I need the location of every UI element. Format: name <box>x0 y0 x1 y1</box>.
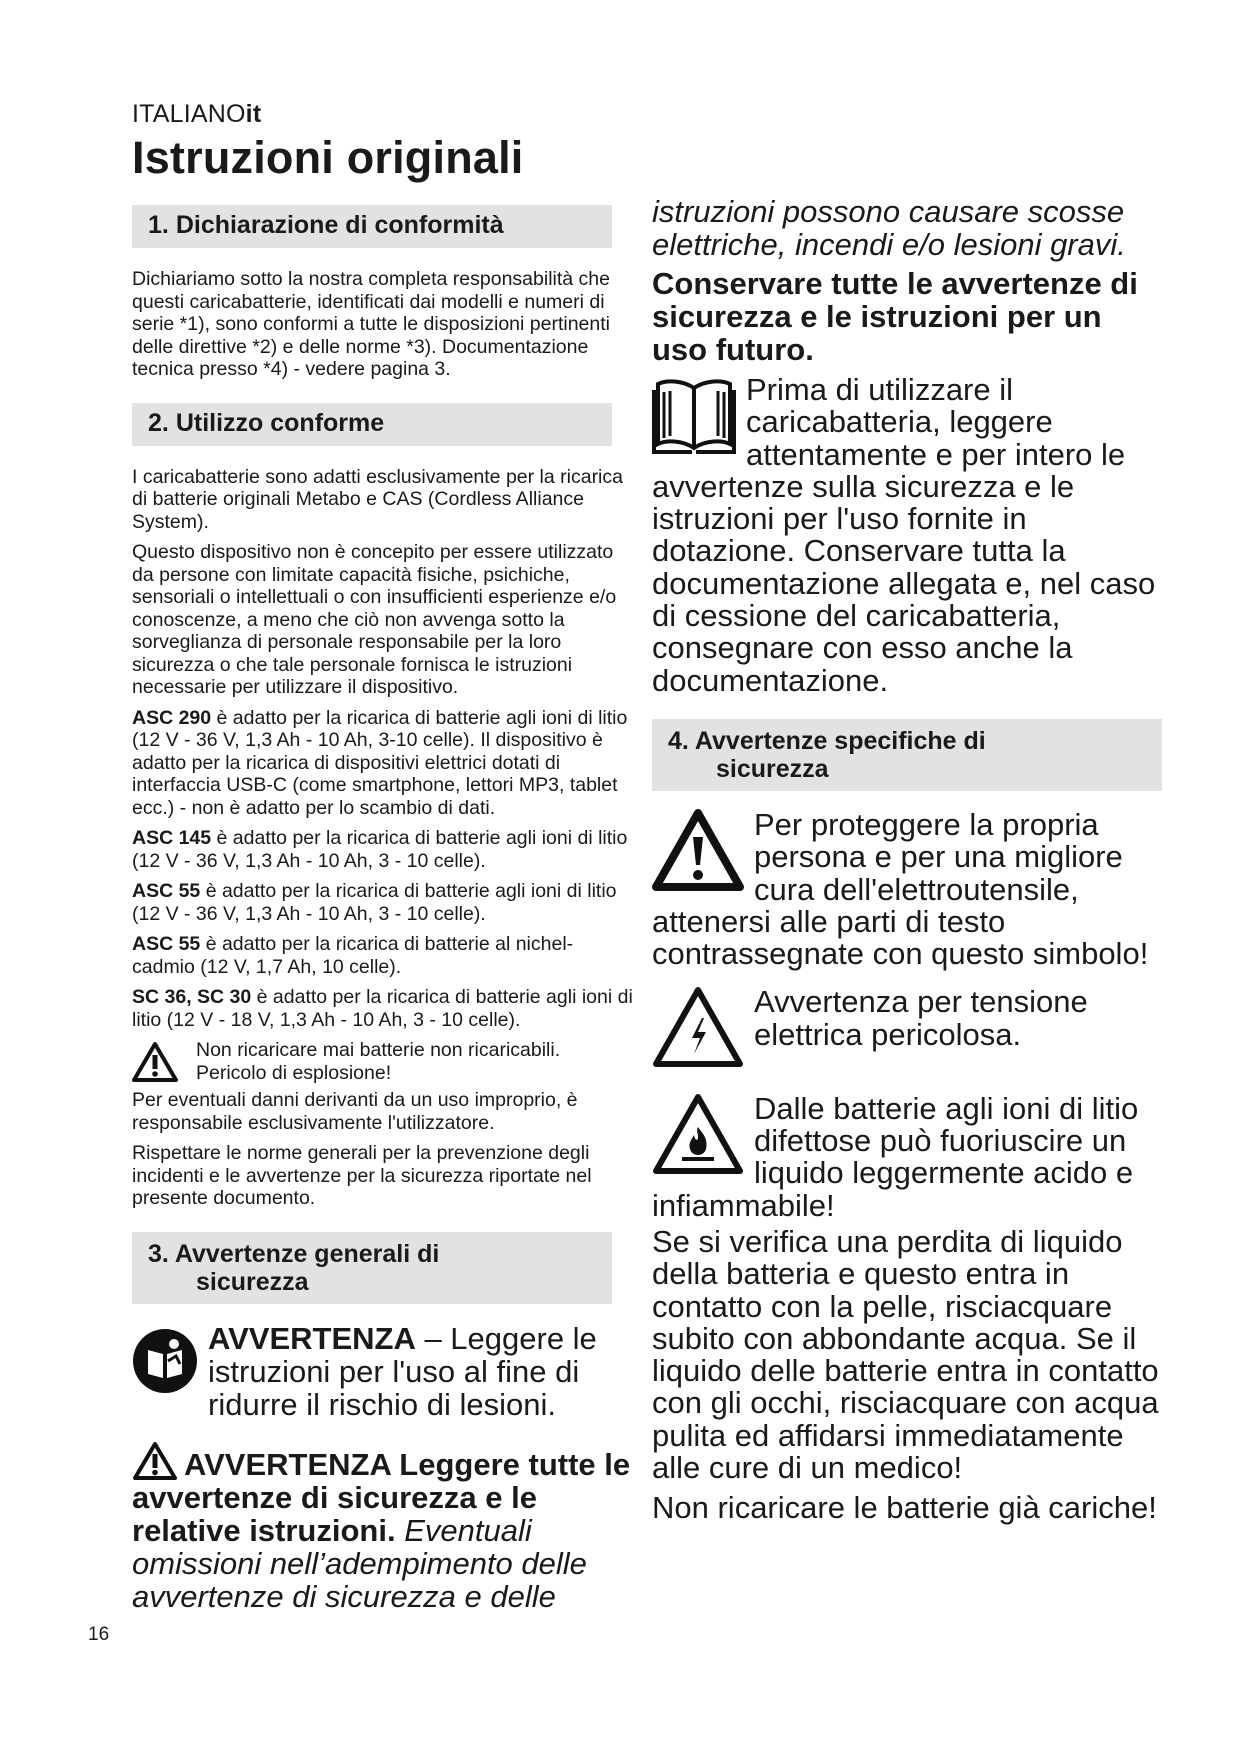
warning-triangle-icon <box>132 1042 180 1087</box>
non-rechargeable-warning <box>132 1039 634 1087</box>
electric-hazard-icon <box>652 986 744 1076</box>
section-4-title-continued: sicurezza <box>716 754 829 783</box>
read-all-warnings-italic: Eventuali omissioni nell’adempimento delle avvertenze di sicurezza e delle <box>132 1512 587 1614</box>
section-1-body: Dichiariamo sotto la nostra completa responsabilità che questi caricabatterie, identificati dai modelli e numeri di serie *1), sono conformi a tutte le disposizioni pertinenti delle direttive *2) e delle norme *3). Documentazione tecnica presso *4) - vedere pagina 3. <box>132 268 610 380</box>
section-1-number: 1. <box>148 211 169 239</box>
fire-warning-text: Dalle batterie agli ioni di litio difettose può fuoriuscire un liquido leggermente acido e infiammabile! <box>652 1090 1139 1223</box>
warning-triangle-icon <box>132 1441 180 1481</box>
section-1-heading <box>132 205 612 248</box>
section-2-paragraph-1: I caricabatterie sono adatti esclusivamente per la ricarica di batterie originali Metabo e CAS (Cordless Alliance System). <box>132 465 623 533</box>
general-warning-block <box>652 806 1162 972</box>
section-2-title: Utilizzo conforme <box>175 408 385 437</box>
leak-instructions: Se si verifica una perdita di liquido della batteria e questo entra in contatto con la pelle, risciacquare subito con abbondante acqua. Se il liquido delle batterie entra in contatto con gli occhi, risciacquare con acqua pulita ed affidarsi immediatamente alle cure di un medico! <box>652 1223 1159 1486</box>
section-4-heading <box>652 719 1162 791</box>
language-name: ITALIANO <box>132 100 246 128</box>
model-sc36-sc30 <box>132 986 634 1031</box>
model-description: è adatto per la ricarica di batterie agli ioni di litio (12 V - 36 V, 1,3 Ah - 10 Ah, 3 - 10 celle). <box>132 827 628 872</box>
model-name: ASC 55 <box>132 880 201 902</box>
fire-warning-block <box>652 1090 1162 1223</box>
model-description: è adatto per la ricarica di batterie agli ioni di litio (12 V - 36 V, 1,3 Ah - 10 Ah, 3 - 10 celle). <box>132 880 617 925</box>
warning-text: – Leggere le istruzioni per l'uso al fine di ridurre il rischio di lesioni. <box>208 1320 597 1422</box>
read-manual-warning-text <box>202 1322 634 1421</box>
section-3-number: 3. <box>148 1239 169 1268</box>
model-name: SC 36, SC 30 <box>132 986 252 1008</box>
page-title: Istruzioni originali <box>132 132 524 183</box>
electric-warning-text: Avvertenza per tensione elettrica pericolosa. <box>754 986 1088 1052</box>
language-label <box>132 100 261 129</box>
section-3-title: Avvertenze generali di <box>174 1239 440 1268</box>
general-warning-text: Per proteggere la propria persona e per una migliore cura dell'elettroutensile, attenersi alle parti di testo contrassegnate con questo simbolo! <box>652 806 1149 972</box>
section-4-number: 4. <box>668 726 689 755</box>
section-2-number: 2. <box>148 408 169 437</box>
page-number: 16 <box>88 1624 110 1645</box>
section-3-title-continued: sicurezza <box>196 1267 309 1296</box>
read-all-warnings-bold: AVVERTENZA Leggere tutte le avvertenze di sicurezza e le relative istruzioni. <box>132 1446 631 1548</box>
read-all-warnings <box>132 1441 634 1613</box>
warning-keyword: AVVERTENZA <box>208 1320 416 1356</box>
left-column <box>132 205 634 1613</box>
open-book-icon <box>652 374 736 464</box>
model-asc55-nicd <box>132 933 634 978</box>
section-4-title: Avvertenze specifiche di <box>694 726 986 755</box>
warnings-continued: istruzioni possono causare scosse elettriche, incendi e/o lesioni gravi. <box>652 194 1126 262</box>
model-description: è adatto per la ricarica di batterie al nichel-cadmio (12 V, 1,7 Ah, 10 celle). <box>132 933 574 978</box>
right-column <box>652 195 1162 1525</box>
section-2-paragraph-4: Rispettare le norme generali per la prevenzione degli incidenti e le avvertenze per la sicurezza riportate nel presente documento. <box>132 1142 592 1209</box>
model-name: ASC 55 <box>132 933 201 955</box>
no-recharge-notice: Non ricaricare le batterie già cariche! <box>652 1490 1157 1526</box>
warning-triangle-icon <box>652 809 744 899</box>
model-description: è adatto per la ricarica di batterie agli ioni di litio (12 V - 36 V, 1,3 Ah - 10 Ah, 3-10 celle). Il dispositivo è adatto per la ricarica di dispositivi elettrici dotati di interfaccia USB-C (come smartphone, lettori MP3, tablet ecc.) - non è adatto per lo scambio di dati. <box>132 706 628 819</box>
read-manual-icon <box>132 1328 202 1421</box>
non-rechargeable-warning-text: Non ricaricare mai batterie non ricaricabili. Pericolo di esplosione! <box>196 1039 561 1084</box>
model-asc145 <box>132 827 634 872</box>
section-2-paragraph-2: Questo dispositivo non è concepito per essere utilizzato da persone con limitate capacità fisiche, psichiche, sensoriali o intellettuali o con insufficienti esperienze e/o conoscenze, a meno che ciò non avvenga sotto la sorveglianza di personale responsabile per la loro sicurezza o che tale personale fornisca le istruzioni necessarie per utilizzare il dispositivo. <box>132 541 617 698</box>
keep-instructions: Conservare tutte le avvertenze di sicurezza e le istruzioni per un uso futuro. <box>652 266 1138 367</box>
model-asc55-liion <box>132 880 634 925</box>
flammable-hazard-icon <box>652 1093 744 1183</box>
section-2-heading <box>132 403 612 446</box>
model-name: ASC 145 <box>132 827 212 849</box>
section-3-heading <box>132 1232 612 1304</box>
language-code: it <box>245 100 262 128</box>
book-instructions-block <box>652 374 1162 697</box>
model-name: ASC 290 <box>132 706 212 729</box>
model-asc290 <box>132 707 634 820</box>
model-description: è adatto per la ricarica di batterie agli ioni di litio (12 V - 18 V, 1,3 Ah - 10 Ah, 3 - 10 celle). <box>132 986 633 1031</box>
electric-warning-block <box>652 986 1162 1076</box>
section-2-paragraph-3: Per eventuali danni derivanti da un uso improprio, è responsabile esclusivamente l'utilizzatore. <box>132 1089 578 1134</box>
read-manual-warning <box>132 1322 634 1421</box>
section-1-title: Dichiarazione di conformità <box>175 211 504 239</box>
book-instructions-text: Prima di utilizzare il caricabatteria, leggere attentamente e per intero le avvertenze sulla sicurezza e le istruzioni per l'uso fornite in dotazione. Conservare tutta la documentazione allegata e, nel caso di cessione del caricabatteria, consegnare con esso anche la documentazione. <box>652 372 1156 698</box>
